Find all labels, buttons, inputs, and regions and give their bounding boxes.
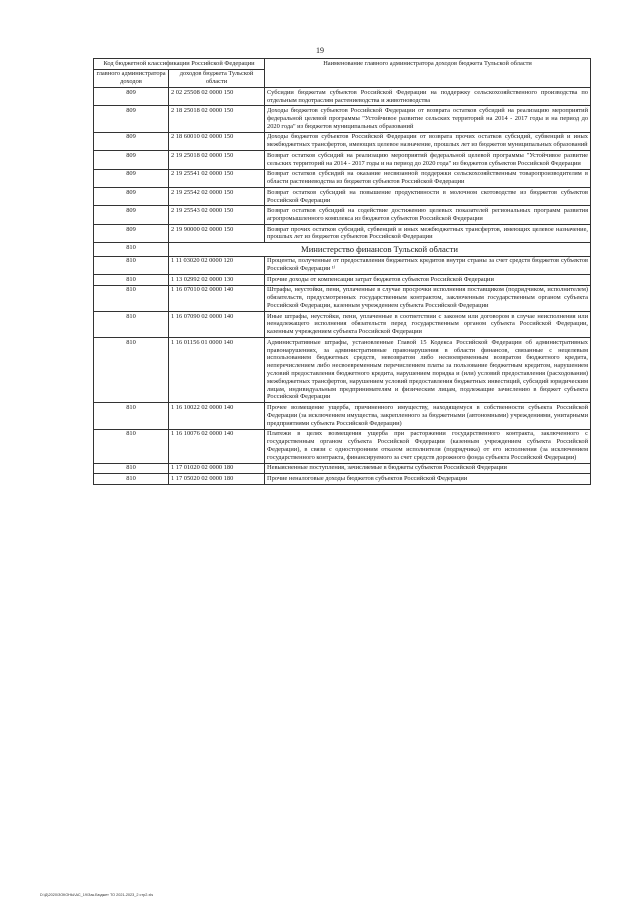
- table-row: [94, 206, 591, 224]
- revenue-name-cell: Возврат остатков субсидий на содействие достижению целевых показателей региональных программ развития агропромышленного комплекса из бюджетов субъектов Российской Федерации: [265, 206, 591, 224]
- table-body: [94, 88, 591, 485]
- revenue-name-cell: Иные штрафы, неустойки, пени, уплаченные в соответствии с законом или договором в случае неисполнения или ненадлежащего исполнения обязательств перед государственным органом субъекта Российской Федерации, казенным учреждением субъекта Российской Федерации: [265, 311, 591, 337]
- revenue-name-cell: Административные штрафы, установленные Главой 15 Кодекса Российской Федерации об административных правонарушениях, за административные правонарушения в области финансов, связанные с нецелевым использованием бюджетных средств, невозвратом либо несвоевременным возвратом бюджетного кредита, неперечислением либо несвоевременным перечислением платы за пользование бюджетным кредитом, нарушением условий предоставления бюджетного кредита, нарушением порядка и (или) условий предоставления (расходования) межбюджетных трансфертов, нарушением условий предоставления бюджетных инвестиций, субсидий юридическим лицам, индивидуальным предпринимателям и физическим лицам, подлежащие зачислению в бюджет субъекта Российской Федерации: [265, 338, 591, 403]
- admin-code-cell: 810: [94, 256, 169, 274]
- admin-code-cell: 810: [94, 274, 169, 285]
- revenue-name-cell: Штрафы, неустойки, пени, уплаченные в случае просрочки исполнения поставщиком (подрядчиком, исполнителем) обязательств, предусмотренных государственным контрактом, заключенным государственным органом субъекта Российской Федерации, казенным учреждением субъекта Российской Федерации: [265, 285, 591, 311]
- revenue-code-cell: 2 19 90000 02 0000 150: [169, 224, 265, 242]
- revenue-code-cell: 2 18 25018 02 0000 150: [169, 106, 265, 132]
- table-row: [94, 169, 591, 187]
- table-row: [94, 256, 591, 274]
- table-row: [94, 463, 591, 474]
- revenue-name-cell: Доходы бюджетов субъектов Российской Федерации от возврата остатков субсидий на реализацию мероприятий федеральной целевой программы "Устойчивое развитие сельских территорий на 2014 - 2017 годы и на период до 2020 года" из бюджетов муниципальных образований: [265, 106, 591, 132]
- revenue-code-cell: 1 13 02992 02 0000 130: [169, 274, 265, 285]
- name-column-header: Наименование главного администратора доходов бюджета Тульской области: [265, 59, 591, 88]
- admin-code-cell: 810: [94, 474, 169, 485]
- table-header-row: [94, 59, 591, 70]
- revenue-code-cell: 1 16 07090 02 0000 140: [169, 311, 265, 337]
- admin-code-cell: 809: [94, 106, 169, 132]
- revenue-code-cell: 1 16 07010 02 0000 140: [169, 285, 265, 311]
- admin-code-cell: 810: [94, 338, 169, 403]
- admin-code-cell: 810: [94, 429, 169, 463]
- revenue-name-cell: Прочие доходы от компенсации затрат бюджетов субъектов Российской Федерации: [265, 274, 591, 285]
- admin-code-cell: 809: [94, 88, 169, 106]
- revenue-name-cell: Возврат остатков субсидий на реализацию мероприятий федеральной целевой программы "Устойчивое развитие сельских территорий на 2014 - 2017 годы и на период до 2020 года" из бюджетов субъектов Российской Федерации: [265, 151, 591, 169]
- table-row: [94, 429, 591, 463]
- revenue-name-cell: Платежи в целях возмещения ущерба при расторжении государственного контракта, заключенного с государственным органом субъекта Российской Федерации (казенным учреждением субъекта Российской Федерации), в связи с односторонним отказом исполнителя (подрядчика) от его исполнения (за исключением государственного контракта, финансируемого за счет средств дорожного фонда субъекта Российской Федерации): [265, 429, 591, 463]
- admin-code-cell: 809: [94, 132, 169, 150]
- revenue-code-cell: 1 16 10022 02 0000 140: [169, 403, 265, 429]
- table-row: [94, 187, 591, 205]
- admin-code-cell: 810: [94, 463, 169, 474]
- revenue-code-cell: 1 11 03020 02 0000 120: [169, 256, 265, 274]
- revenue-name-cell: Возврат остатков субсидий на повышение продуктивности в молочном скотоводстве из бюджетов субъектов Российской Федерации: [265, 187, 591, 205]
- table-row: [94, 106, 591, 132]
- revenue-name-cell: Прочее возмещение ущерба, причиненного имуществу, находящемуся в собственности субъекта Российской Федерации (за исключением имущества, закрепленного за бюджетными (автономными) учреждениями, унитарными предприятиями субъекта Российской Федерации): [265, 403, 591, 429]
- table-row: [94, 403, 591, 429]
- revenue-name-cell: Проценты, полученные от предоставления бюджетных кредитов внутри страны за счет средств бюджетов субъектов Российской Федерации ¹⁾: [265, 256, 591, 274]
- revenue-name-cell: Доходы бюджетов субъектов Российской Федерации от возврата прочих остатков субсидий, субвенций и иных межбюджетных трансфертов, имеющих целевое назначение, прошлых лет из бюджетов муниципальных образований: [265, 132, 591, 150]
- table-row: [94, 88, 591, 106]
- revenue-code-cell: 1 16 10076 02 0000 140: [169, 429, 265, 463]
- revenue-administrators-table: [93, 58, 591, 485]
- admin-column-header: главного администратора доходов: [94, 69, 169, 87]
- revenue-name-cell: Субсидии бюджетам субъектов Российской Федерации на поддержку сельскохозяйственного производства по отдельным подотраслям растениеводства и животноводства: [265, 88, 591, 106]
- table-row: [94, 311, 591, 337]
- revenue-name-cell: Невыясненные поступления, зачисляемые в бюджеты субъектов Российской Федерации: [265, 463, 591, 474]
- admin-code-cell: 809: [94, 187, 169, 205]
- admin-code-cell: 810: [94, 403, 169, 429]
- code-group-header: Код бюджетной классификации Российской Федерации: [94, 59, 265, 70]
- admin-code-cell: 809: [94, 151, 169, 169]
- table-row: [94, 474, 591, 485]
- table-row: [94, 132, 591, 150]
- revenue-name-cell: Прочие неналоговые доходы бюджетов субъектов Российской Федерации: [265, 474, 591, 485]
- revenue-name-cell: Возврат прочих остатков субсидий, субвенций и иных межбюджетных трансфертов, имеющих целевое назначение, прошлых лет из бюджетов субъектов Российской Федерации: [265, 224, 591, 242]
- table-row: [94, 338, 591, 403]
- revenue-code-cell: 2 19 25542 02 0000 150: [169, 187, 265, 205]
- revenue-code-cell: 2 02 25508 02 0000 150: [169, 88, 265, 106]
- admin-code-cell: 809: [94, 224, 169, 242]
- revenue-code-cell: 2 18 60010 02 0000 150: [169, 132, 265, 150]
- file-path-footer: D:\Д\2020\ЗОКОНЫ\АС_19\Зак.Бюджет ТО 2021-2023_2 стр2.xls: [40, 893, 154, 897]
- revenue-code-cell: 1 16 01156 01 0000 140: [169, 338, 265, 403]
- revenue-code-cell: 2 19 25541 02 0000 150: [169, 169, 265, 187]
- revenue-column-header: доходов бюджета Тульской области: [169, 69, 265, 87]
- revenue-code-cell: 2 19 25018 02 0000 150: [169, 151, 265, 169]
- revenue-code-cell: 1 17 01020 02 0000 180: [169, 463, 265, 474]
- table-row: [94, 224, 591, 242]
- admin-code-cell: 809: [94, 206, 169, 224]
- table-section-row: [94, 243, 591, 256]
- table-row: [94, 285, 591, 311]
- table-row: [94, 151, 591, 169]
- admin-code-cell: 810: [94, 285, 169, 311]
- revenue-code-cell: 1 17 05020 02 0000 180: [169, 474, 265, 485]
- revenue-code-cell: 2 19 25543 02 0000 150: [169, 206, 265, 224]
- table-row: [94, 274, 591, 285]
- revenue-name-cell: Возврат остатков субсидий на оказание несвязанной поддержки сельскохозяйственным товаропроизводителям в области растениеводства из бюджетов субъектов Российской Федерации: [265, 169, 591, 187]
- admin-code-cell: 810: [94, 243, 169, 256]
- admin-code-cell: 810: [94, 311, 169, 337]
- admin-code-cell: 809: [94, 169, 169, 187]
- page-number: 19: [316, 46, 324, 55]
- section-title-cell: Министерство финансов Тульской области: [169, 243, 591, 256]
